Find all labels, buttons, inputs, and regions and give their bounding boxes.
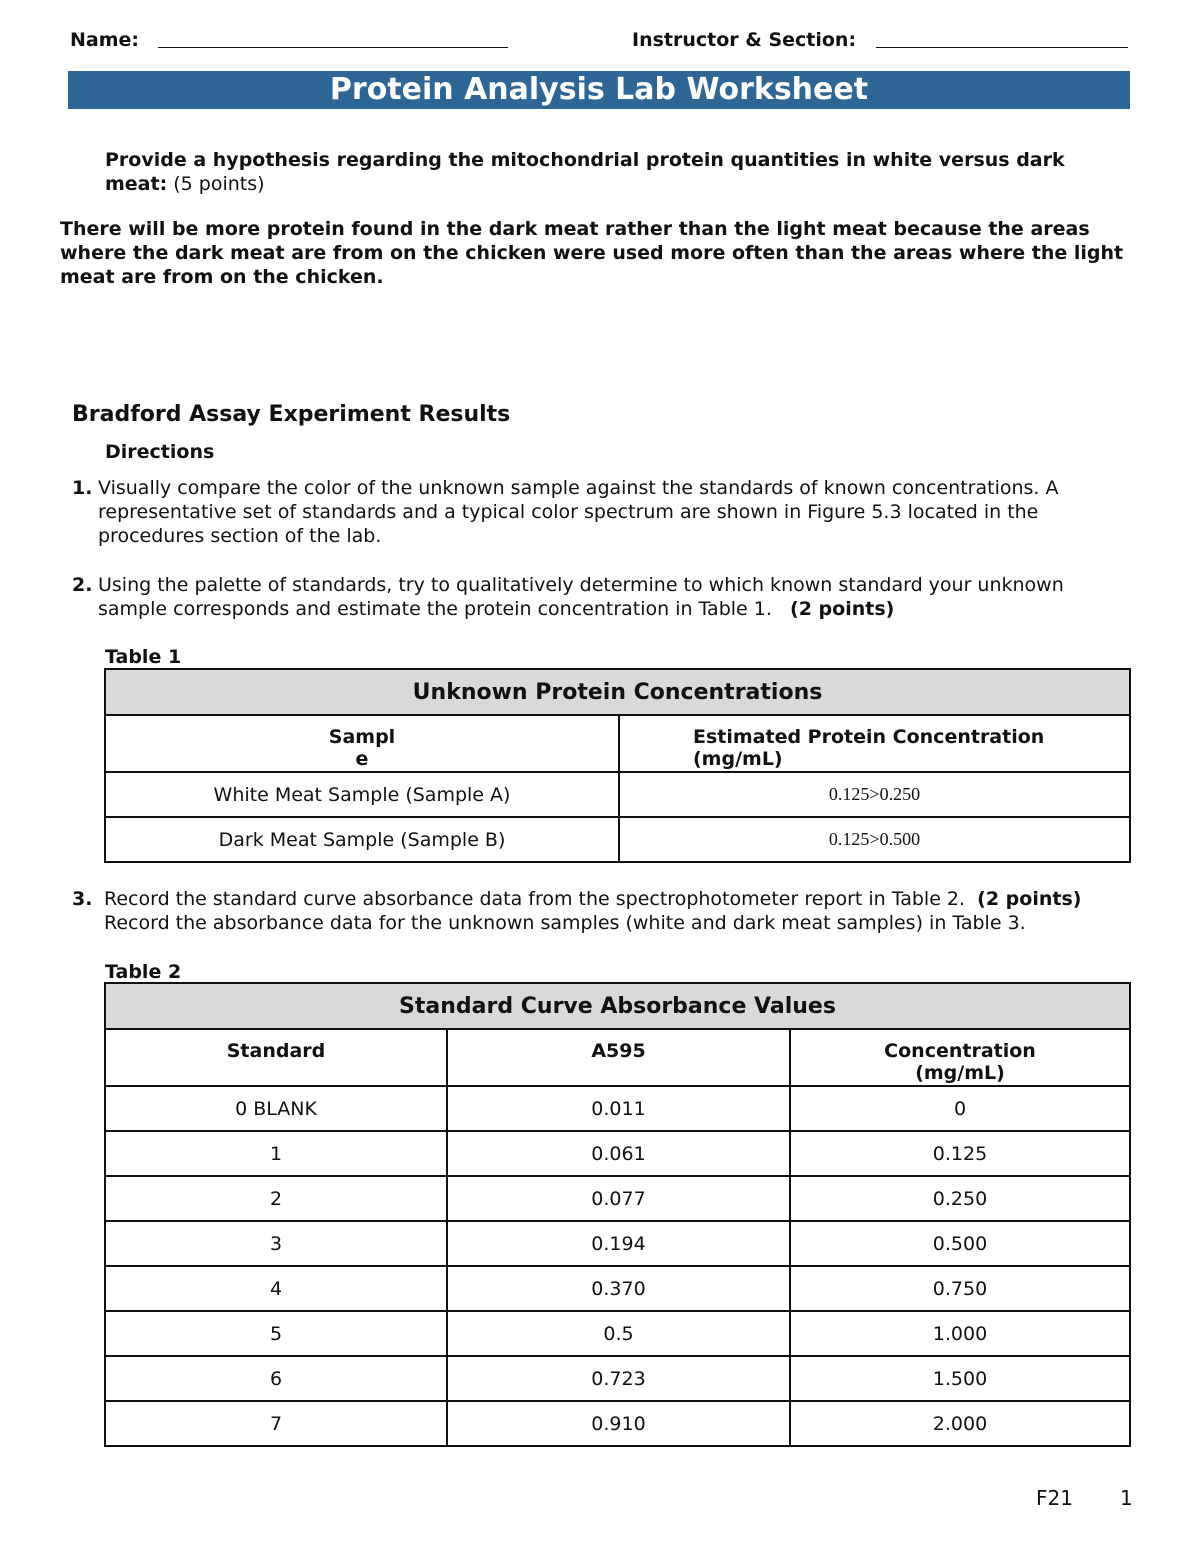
table-row — [105, 772, 1130, 817]
table2-col-conc-line2: (mg/mL) — [915, 1062, 1005, 1084]
table1-col-sample-line2: e — [355, 748, 369, 770]
table2-cell-conc: 0 — [790, 1086, 1130, 1131]
step3-line1: Record the standard curve absorbance data from the spectrophotometer report in Table 2. — [104, 888, 966, 910]
table2-cell-a595[interactable]: 0.370 — [447, 1266, 790, 1311]
hypothesis-points: (5 points) — [173, 173, 265, 195]
table2-cell-a595[interactable]: 0.077 — [447, 1176, 790, 1221]
step3-line1-wrap — [104, 887, 1134, 911]
table1-col-sample — [105, 715, 619, 772]
step3-text — [104, 887, 1134, 935]
table2-cell-conc: 0.750 — [790, 1266, 1130, 1311]
hypothesis-prompt-text: Provide a hypothesis regarding the mitochondrial protein quantities in white versus dark meat: — [105, 149, 1065, 195]
table2-caption: Table 2 — [105, 961, 182, 983]
table2-col-conc-line1: Concentration — [884, 1040, 1036, 1062]
table2-cell-a595[interactable]: 0.910 — [447, 1401, 790, 1446]
table2-cell-conc: 0.125 — [790, 1131, 1130, 1176]
step1-text — [98, 476, 1108, 548]
step3-line2: Record the absorbance data for the unknown samples (white and dark meat samples) in Table 3. — [104, 912, 1026, 934]
table2-cell-standard: 0 BLANK — [105, 1086, 447, 1131]
table2-cell-standard: 5 — [105, 1311, 447, 1356]
table2-cell-standard: 6 — [105, 1356, 447, 1401]
table1-title: Unknown Protein Concentrations — [105, 669, 1130, 715]
step1-body: Visually compare the color of the unknown sample against the standards of known concentrations. A representative set of standards and a typical color spectrum are shown in Figure 5.3 located in the procedures section of the lab. — [98, 477, 1059, 547]
table2-cell-standard: 2 — [105, 1176, 447, 1221]
table2-col-a595: A595 — [447, 1029, 790, 1086]
table-row — [105, 1131, 1130, 1176]
table2-col-conc — [790, 1029, 1130, 1086]
table-row — [105, 1401, 1130, 1446]
hypothesis-answer: There will be more protein found in the dark meat rather than the light meat because the areas where the dark meat are from on the chicken were used more often than the areas where the light meat are from on the chicken. — [60, 218, 1124, 288]
table1-col-conc — [619, 715, 1130, 772]
table2-cell-a595[interactable]: 0.194 — [447, 1221, 790, 1266]
worksheet-title: Protein Analysis Lab Worksheet — [68, 71, 1130, 109]
name-label: Name: — [70, 29, 140, 51]
table1-caption: Table 1 — [105, 646, 182, 668]
table-row — [105, 1176, 1130, 1221]
table-row — [105, 1311, 1130, 1356]
table1-cell-sample: White Meat Sample (Sample A) — [105, 772, 619, 817]
footer-code: F21 — [1036, 1486, 1073, 1510]
hypothesis-prompt — [105, 148, 1115, 196]
table1-col-sample-line1: Sampl — [328, 726, 396, 748]
table1-cell-conc[interactable]: 0.125>0.250 — [619, 772, 1130, 817]
table1-col-conc-line2: (mg/mL) — [693, 748, 783, 770]
table-row — [105, 817, 1130, 862]
table2-col-standard: Standard — [105, 1029, 447, 1086]
table1-col-conc-line1: Estimated Protein Concentration — [693, 726, 1045, 748]
directions-heading: Directions — [105, 441, 215, 463]
instructor-field-line[interactable] — [876, 47, 1128, 48]
table-row — [105, 1356, 1130, 1401]
step2-number: 2. — [72, 574, 93, 596]
section-heading: Bradford Assay Experiment Results — [72, 402, 511, 427]
instructor-label: Instructor & Section: — [632, 29, 857, 51]
table2-cell-conc: 2.000 — [790, 1401, 1130, 1446]
table2-cell-a595[interactable]: 0.061 — [447, 1131, 790, 1176]
step1-number: 1. — [72, 477, 93, 499]
table2-cell-conc: 1.000 — [790, 1311, 1130, 1356]
table-row — [105, 1221, 1130, 1266]
table2-cell-a595[interactable]: 0.5 — [447, 1311, 790, 1356]
table1-cell-conc[interactable]: 0.125>0.500 — [619, 817, 1130, 862]
table2-title: Standard Curve Absorbance Values — [105, 983, 1130, 1029]
table2-cell-conc: 0.500 — [790, 1221, 1130, 1266]
step2-body: Using the palette of standards, try to qualitatively determine to which known standard your unknown sample corresponds and estimate the protein concentration in Table 1. — [98, 574, 1064, 620]
table1 — [104, 668, 1131, 863]
step3-number: 3. — [72, 888, 93, 910]
table2-cell-standard: 7 — [105, 1401, 447, 1446]
step2-points: (2 points) — [790, 598, 895, 620]
table2-cell-conc: 0.250 — [790, 1176, 1130, 1221]
table2 — [104, 982, 1131, 1447]
table2-cell-standard: 1 — [105, 1131, 447, 1176]
name-field-line[interactable] — [158, 47, 508, 48]
table1-cell-sample: Dark Meat Sample (Sample B) — [105, 817, 619, 862]
table-row — [105, 1266, 1130, 1311]
table2-cell-a595[interactable]: 0.011 — [447, 1086, 790, 1131]
step3-points: (2 points) — [977, 888, 1082, 910]
table-row — [105, 1086, 1130, 1131]
page-number: 1 — [1120, 1486, 1133, 1510]
table2-cell-conc: 1.500 — [790, 1356, 1130, 1401]
table2-cell-standard: 3 — [105, 1221, 447, 1266]
table2-cell-a595[interactable]: 0.723 — [447, 1356, 790, 1401]
table2-cell-standard: 4 — [105, 1266, 447, 1311]
step2-text — [98, 573, 1103, 621]
